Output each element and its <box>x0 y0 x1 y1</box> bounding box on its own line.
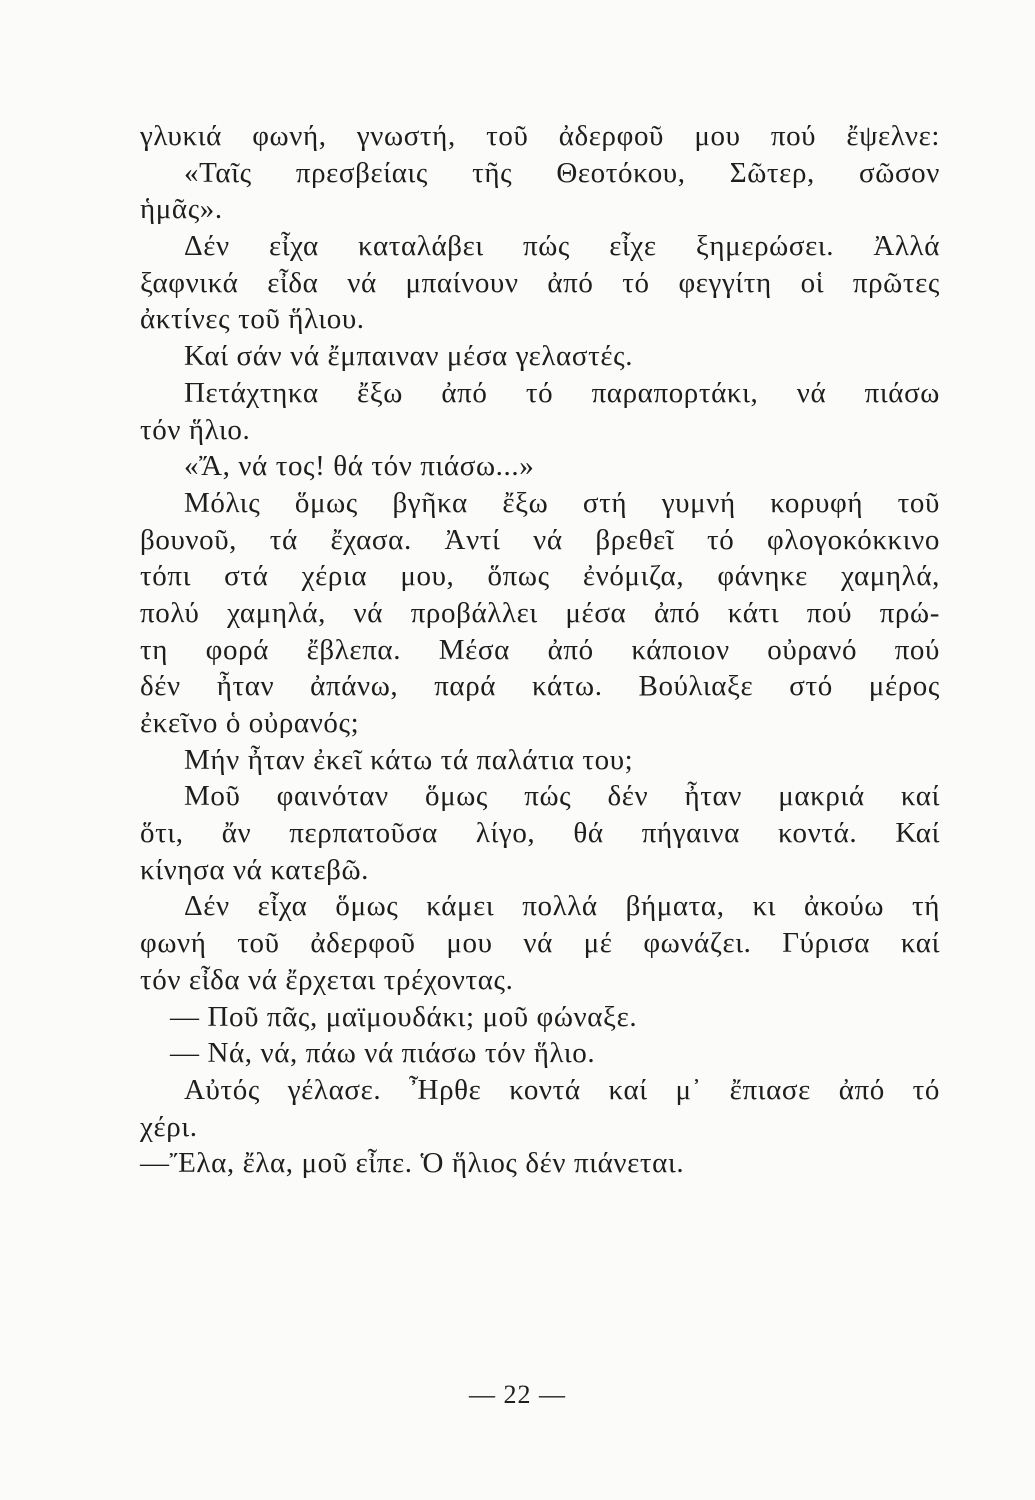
text-line: «Ἄ, νά τος! θά τόν πιάσω...» <box>184 450 535 483</box>
text-line: ἡμᾶς». <box>140 193 223 226</box>
text-line: φωνή τοῦ ἀδερφοῦ μου νά μέ φωνάζει. Γύρισα καί <box>140 927 940 960</box>
text-line: πολύ χαμηλά, νά προβάλλει μέσα ἀπό κάτι πού πρώ- <box>140 596 940 629</box>
text-line: τόπι στά χέρια μου, ὅπως ἐνόμιζα, φάνηκε χαμηλά, <box>140 560 940 593</box>
text-line: ἐκεῖνο ὁ οὐρανός; <box>140 707 360 739</box>
text-line: ὅτι, ἄν περπατοῦσα λίγο, θά πήγαινα κοντά. Καί <box>140 817 940 850</box>
text-line: ἀκτίνες τοῦ ἥλιου. <box>140 303 365 336</box>
text-line: τόν εἶδα νά ἔρχεται τρέχοντας. <box>140 963 514 996</box>
text-line: Δέν εἶχα ὅμως κάμει πολλά βήματα, κι ἀκούω τή <box>184 890 940 923</box>
text-line: Μόλις ὅμως βγῆκα ἔξω στή γυμνή κορυφή τοῦ <box>184 486 940 519</box>
dialogue-line: — Ποῦ πᾶς, μαϊμουδάκι; μοῦ φώναξε. <box>170 1000 638 1033</box>
text-line: «Ταῖς πρεσβείαις τῆς Θεοτόκου, Σῶτερ, σῶσον <box>184 156 940 189</box>
text-line: χέρι. <box>140 1110 198 1143</box>
body-text <box>140 118 940 1182</box>
text-line: τη φορά ἔβλεπα. Μέσα ἀπό κάποιον οὐρανό πού <box>140 633 940 666</box>
text-line: ξαφνικά εἶδα νά μπαίνουν ἀπό τό φεγγίτη οἱ πρῶτες <box>140 266 940 299</box>
text-line: Πετάχτηκα ἔξω ἀπό τό παραπορτάκι, νά πιάσω <box>184 376 940 409</box>
text-line: βουνοῦ, τά ἔχασα. Ἀντί νά βρεθεῖ τό φλογοκόκκινο <box>140 523 940 556</box>
dialogue-line: — Νά, νά, πάω νά πιάσω τόν ἥλιο. <box>170 1037 596 1070</box>
text-line: τόν ἥλιο. <box>140 413 251 446</box>
text-line: Καί σάν νά ἔμπαιναν μέσα γελαστές. <box>184 340 634 373</box>
text-line: κίνησα νά κατεβῶ. <box>140 853 370 886</box>
dialogue-line: —Ἔλα, ἔλα, μοῦ εἶπε. Ὁ ἥλιος δέν πιάνεται. <box>140 1147 685 1180</box>
text-line: δέν ἦταν ἀπάνω, παρά κάτω. Βούλιαξε στό μέρος <box>140 670 940 703</box>
text-line: γλυκιά φωνή, γνωστή, τοῦ ἀδερφοῦ μου πού ἔψελνε: <box>140 120 940 152</box>
text-line: Μοῦ φαινόταν ὅμως πώς δέν ἦταν μακριά καί <box>184 780 940 813</box>
page-number: — 22 — <box>469 1380 566 1409</box>
text-line: Δέν εἶχα καταλάβει πώς εἶχε ξημερώσει. Ἀλλά <box>184 230 940 263</box>
text-line: Μήν ἦταν ἐκεῖ κάτω τά παλάτια του; <box>184 743 634 776</box>
text-line: Αὐτός γέλασε. Ἦρθε κοντά καί μ᾽ ἔπιασε ἀπό τό <box>184 1073 940 1106</box>
